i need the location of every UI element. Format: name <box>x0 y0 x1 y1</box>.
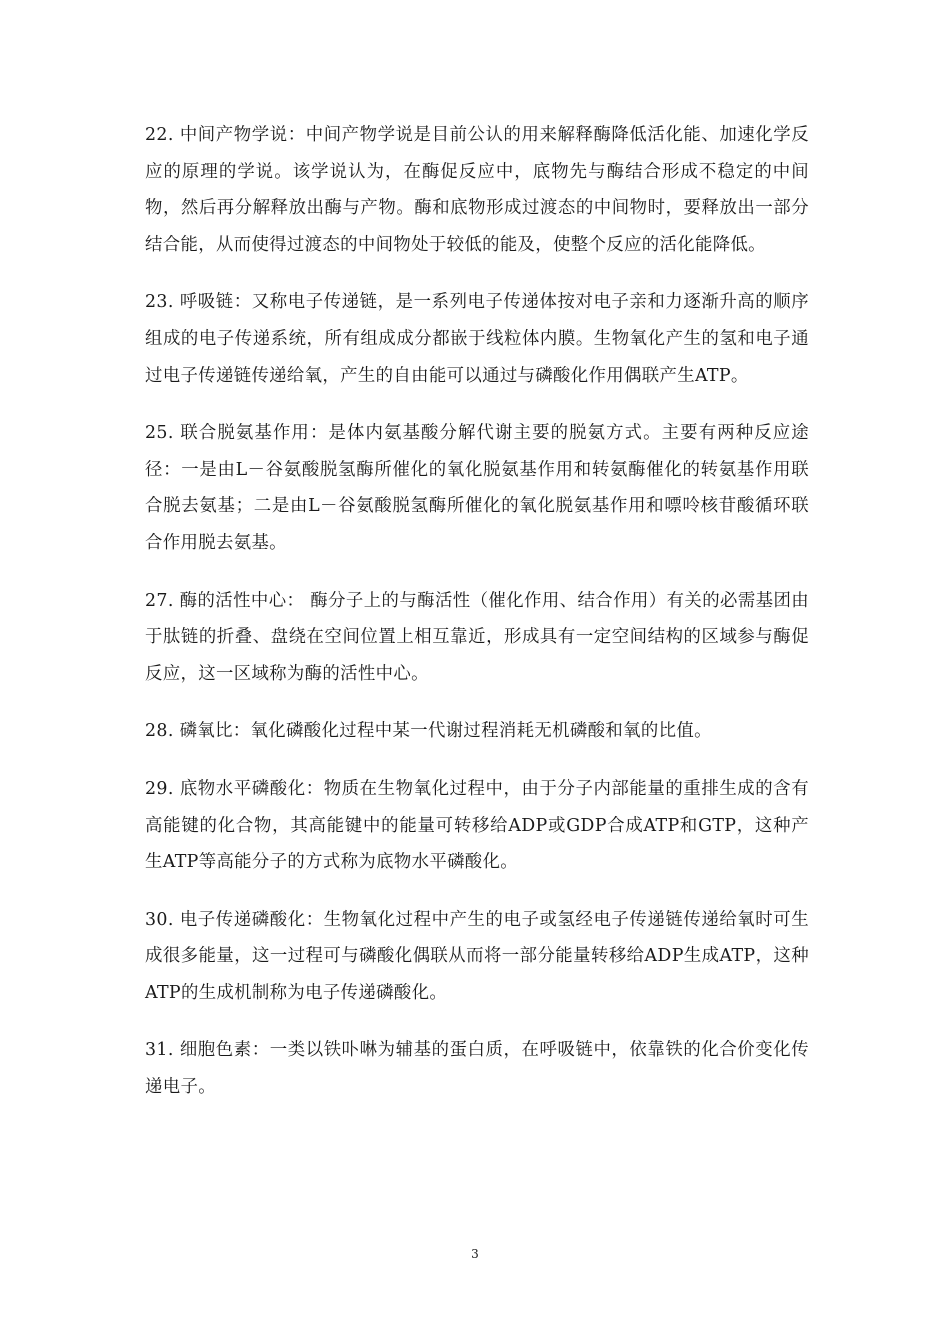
paragraph-27-active-center: 27. 酶的活性中心： 酶分子上的与酶活性（催化作用、结合作用）有关的必需基团由于肽链的折叠、盘绕在空间位置上相互靠近，形成具有一定空间结构的区域参与酶促反应，这一区域称为酶的活性中心。 <box>145 590 809 684</box>
paragraph-25-combined-deamination: 25. 联合脱氨基作用：是体内氨基酸分解代谢主要的脱氨方式。主要有两种反应途径：一是由L－谷氨酸脱氢酶所催化的氧化脱氨基作用和转氨酶催化的转氨基作用联合脱去氨基；二是由L－谷氨酸脱氢酶所催化的氧化脱氨基作用和嘌呤核苷酸循环联合作用脱去氨基。 <box>145 423 809 553</box>
paragraph-31-cytochrome: 31. 细胞色素：一类以铁卟啉为辅基的蛋白质，在呼吸链中，依靠铁的化合价变化传递电子。 <box>145 1040 809 1098</box>
paragraph-30-electron-transport-phosphorylation: 30. 电子传递磷酸化：生物氧化过程中产生的电子或氢经电子传递链传递给氧时可生成很多能量，这一过程可与磷酸化偶联从而将一部分能量转移给ADP生成ATP，这种ATP的生成机制称为电子传递磷酸化。 <box>145 909 809 1003</box>
paragraph-22-intermediate-theory: 22. 中间产物学说：中间产物学说是目前公认的用来解释酶降低活化能、加速化学反应的原理的学说。该学说认为，在酶促反应中，底物先与酶结合形成不稳定的中间物，然后再分解释放出酶与产物。酶和底物形成过渡态的中间物时，要释放出一部分结合能，从而使得过渡态的中间物处于较低的能及，使整个反应的活化能降低。 <box>145 125 809 255</box>
paragraph-23-respiratory-chain: 23. 呼吸链：又称电子传递链，是一系列电子传递体按对电子亲和力逐渐升高的顺序组成的电子传递系统，所有组成成分都嵌于线粒体内膜。生物氧化产生的氢和电子通过电子传递链传递给氧，产生的自由能可以通过与磷酸化作用偶联产生ATP。 <box>145 292 809 386</box>
page-number: 3 <box>471 1247 479 1261</box>
document-body <box>145 117 809 1127</box>
paragraph-28-po-ratio: 28. 磷氧比：氧化磷酸化过程中某一代谢过程消耗无机磷酸和氧的比值。 <box>145 721 712 742</box>
paragraph-29-substrate-phosphorylation: 29. 底物水平磷酸化：物质在生物氧化过程中，由于分子内部能量的重排生成的含有高能键的化合物，其高能键中的能量可转移给ADP或GDP合成ATP和GTP，这种产生ATP等高能分子的方式称为底物水平磷酸化。 <box>145 778 809 873</box>
